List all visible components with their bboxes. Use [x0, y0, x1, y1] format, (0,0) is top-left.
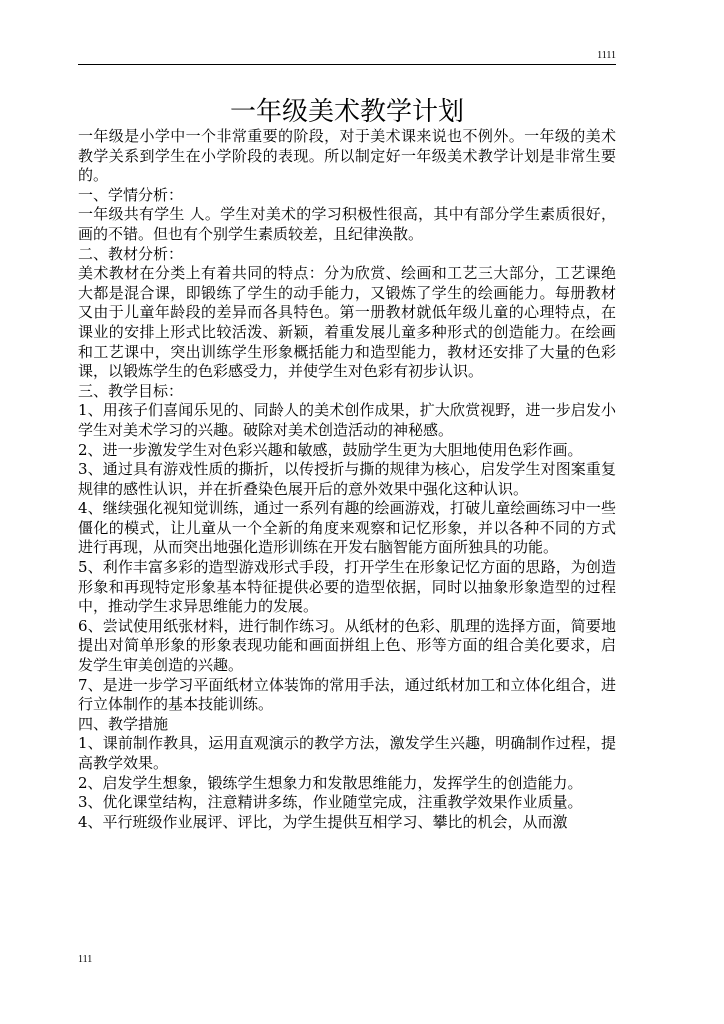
measure-item-3: 3、优化课堂结构，注意精讲多练，作业随堂完成，注重教学效果作业质量。	[78, 793, 583, 812]
page-footer-number: 111	[78, 954, 93, 965]
goal-item-5: 5、利作丰富多彩的造型游戏形式手段，打开学生在形象记忆方面的思路，为创造形象和再现特定形象基本特征提供必要的造型依据，同时以抽象形象造型的过程中，推动学生求异思维能力的发展。	[78, 558, 616, 616]
goal-item-6: 6、尝试使用纸张材料，进行制作练习。从纸材的色彩、肌理的选择方面，简要地提出对简单形象的形象表现功能和画面拼组上色、形等方面的组合美化要求，启发学生审美创造的兴趣。	[78, 616, 616, 675]
measure-item-1: 1、课前制作教具，运用直观演示的教学方法，激发学生兴趣，明确制作过程，提高教学效果。	[78, 734, 616, 772]
goal-item-7: 7、是进一步学习平面纸材立体装饰的常用手法，通过纸材加工和立体化组合，进行立体制作的基本技能训练。	[78, 675, 616, 714]
measure-item-4: 4、平行班级作业展评、评比，为学生提供互相学习、攀比的机会，从而激	[78, 812, 568, 831]
student-analysis-paragraph: 一年级共有学生 人。学生对美术的学习积极性很高，其中有部分学生素质很好，画的不错。但也有个别学生素质较差，且纪律涣散。	[78, 205, 616, 243]
goal-item-2: 2、进一步激发学生对色彩兴趣和敏感，鼓励学生更为大胆地使用色彩作画。	[78, 440, 583, 459]
page-header-number: 1111	[597, 50, 616, 61]
intro-paragraph: 一年级是小学中一个非常重要的阶段，对于美术课来说也不例外。一年级的美术教学关系到学生在小学阶段的表现。所以制定好一年级美术教学计划是非常生要的。	[78, 127, 616, 185]
goal-item-3: 3、通过具有游戏性质的撕折，以传授折与撕的规律为核心，启发学生对图案重复规律的感性认识，并在折叠染色展开后的意外效果中强化这种认识。	[78, 460, 616, 498]
section-heading-teaching-measures: 四、教学措施	[78, 714, 169, 733]
section-heading-student-analysis: 一、学情分析：	[78, 185, 184, 204]
document-body	[78, 127, 616, 832]
section-heading-teaching-goals: 三、教学目标：	[78, 381, 184, 400]
section-heading-textbook-analysis: 二、教材分析：	[78, 244, 184, 263]
goal-item-1: 1、用孩子们喜闻乐见的、同龄人的美术创作成果，扩大欣赏视野，进一步启发小学生对美术学习的兴趣。破除对美术创造活动的神秘感。	[78, 401, 616, 439]
textbook-analysis-paragraph: 美术教材在分类上有着共同的特点：分为欣赏、绘画和工艺三大部分，工艺课绝大都是混合课，即锻练了学生的动手能力，又锻炼了学生的绘画能力。每册教材又由于儿童年龄段的差异而各具特色。第一册教材就低年级儿童的心理特点，在课业的安排上形式比较活泼、新颖，着重发展儿童多种形式的创造能力。在绘画和工艺课中，突出训练学生形象概括能力和造型能力，教材还安排了大量的色彩课，以锻炼学生的色彩感受力，并使学生对色彩有初步认识。	[78, 264, 616, 381]
goal-item-4: 4、继续强化视知觉训练，通过一系列有趣的绘画游戏，打破儿童绘画练习中一些僵化的模式，让儿童从一个全新的角度来观察和记忆形象，并以各种不同的方式进行再现，从而突出地强化造形训练在开发右脑智能方面所独具的功能。	[78, 499, 616, 557]
measure-item-2: 2、启发学生想象，锻练学生想象力和发散思维能力，发挥学生的创造能力。	[78, 773, 583, 792]
document-title: 一年级美术教学计划	[229, 97, 464, 127]
header-divider	[78, 64, 616, 65]
